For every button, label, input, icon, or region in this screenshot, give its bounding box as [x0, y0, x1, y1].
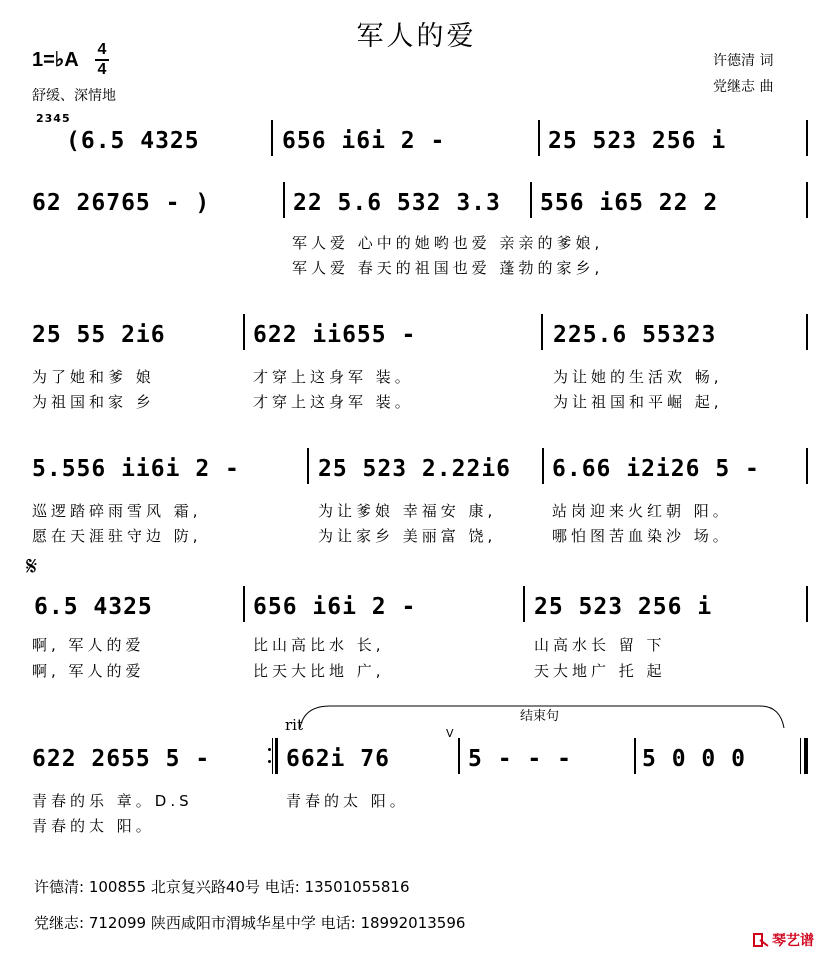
final-barline-thick [804, 738, 808, 774]
system-5-lyric-verse-1-a: 啊, 军人的爱 [32, 636, 145, 654]
system-3-lyric-verse-1-c: 为让她的生活欢 畅, [553, 368, 723, 386]
system-3-lyric-verse-2-a: 为祖国和家 乡 [32, 393, 155, 411]
system-3-lyric-verse-1-b: 才穿上这身军 装。 [253, 368, 414, 386]
footer-contact-lyricist: 许德清: 100855 北京复兴路40号 电话: 13501055816 [34, 878, 410, 896]
barline [806, 182, 808, 218]
system-6-measure-1: 622 2655 5 - [32, 746, 211, 772]
site-logo [752, 930, 814, 950]
system-6-measure-3: 5 - - - [468, 746, 572, 772]
meter-top: 4 [97, 41, 107, 58]
barline [806, 586, 808, 622]
barline [542, 448, 544, 484]
grace-notes: 2345 [36, 112, 71, 125]
segno-sign: 𝄋 [26, 552, 38, 582]
system-6-lyric-verse-1-b: 青春的太 阳。 [286, 792, 409, 810]
system-3-lyric-verse-2-c: 为让祖国和平崛 起, [553, 393, 723, 411]
meter-bottom: 4 [97, 61, 107, 78]
page-title: 军人的爱 [356, 21, 477, 52]
lyricist-credit: 许德清 词 [713, 53, 774, 69]
composer-credit: 党继志 曲 [713, 79, 774, 95]
system-3-lyric-verse-1-a: 为了她和爹 娘 [32, 368, 155, 386]
barline [243, 314, 245, 350]
breath-mark: V [446, 727, 454, 740]
system-2-measure-2: 22 5.6 532 3.3 [293, 190, 501, 216]
barline [634, 738, 636, 774]
barline [806, 448, 808, 484]
logo-icon [752, 932, 770, 948]
system-6-lyric-verse-2-a: 青春的太 阳。 [32, 817, 155, 835]
system-2-measure-3: 556 i65 22 2 [540, 190, 719, 216]
barline [523, 586, 525, 622]
system-6-measure-4: 5 0 0 0 [642, 746, 746, 772]
time-signature [95, 42, 109, 78]
system-3-measure-2: 622 ii655 - [253, 322, 417, 348]
barline [530, 182, 532, 218]
barline [538, 120, 540, 156]
system-1-measure-1: (6.5 4325 [66, 128, 200, 154]
logo-text: 琴艺谱 [772, 933, 814, 949]
system-3-measure-1: 25 55 2i6 [32, 322, 166, 348]
barline [458, 738, 460, 774]
repeat-barline [268, 738, 278, 774]
system-4-lyric-verse-1-c: 站岗迎来火红朝 阳。 [552, 502, 732, 520]
barline [806, 120, 808, 156]
system-4-lyric-verse-2-a: 愿在天涯驻守边 防, [32, 527, 202, 545]
barline [806, 314, 808, 350]
system-2-lyric-verse-2: 军人爱 春天的祖国也爱 蓬勃的家乡, [292, 259, 604, 277]
system-5-lyric-verse-2-c: 天大地广 托 起 [534, 662, 666, 680]
system-5-lyric-verse-2-b: 比天大比地 广, [253, 662, 385, 680]
system-4-lyric-verse-1-b: 为让爹娘 幸福安 康, [318, 502, 497, 520]
barline [283, 182, 285, 218]
system-4-measure-3: 6.66 i2i26 5 - [552, 456, 760, 482]
final-barline-thin [800, 738, 801, 774]
system-4-measure-1: 5.556 ii6i 2 - [32, 456, 240, 482]
system-5-lyric-verse-1-b: 比山高比水 长, [253, 636, 385, 654]
system-4-lyric-verse-1-a: 巡逻踏碎雨雪风 霜, [32, 502, 202, 520]
system-4-lyric-verse-2-b: 为让家乡 美丽富 饶, [318, 527, 497, 545]
system-5-lyric-verse-2-a: 啊, 军人的爱 [32, 662, 145, 680]
system-1-measure-3: 25 523 256 i [548, 128, 727, 154]
system-2-lyric-verse-1: 军人爱 心中的她哟也爱 亲亲的爹娘, [292, 234, 604, 252]
footer-contact-composer: 党继志: 712099 陕西咸阳市渭城华星中学 电话: 18992013596 [34, 914, 466, 932]
system-2-measure-1: 62 26765 - ) [32, 190, 211, 216]
system-4-measure-2: 25 523 2.22i6 [318, 456, 512, 482]
barline [541, 314, 543, 350]
system-3-lyric-verse-2-b: 才穿上这身军 装。 [253, 393, 414, 411]
system-6-lyric-verse-1-a: 青春的乐 章。D.S [32, 792, 193, 810]
system-3-measure-3: 225.6 55323 [553, 322, 717, 348]
rit-marking: rit [285, 716, 303, 734]
system-1-measure-2: 656 i6i 2 - [282, 128, 446, 154]
system-4-lyric-verse-2-c: 哪怕图苦血染沙 场。 [552, 527, 732, 545]
barline [307, 448, 309, 484]
ending-label: 结束句 [520, 709, 560, 724]
key-signature: 1=♭A [32, 49, 79, 71]
tempo-marking: 舒缓、深情地 [32, 88, 116, 104]
system-6-measure-2: 662i 76 [286, 746, 390, 772]
barline [271, 120, 273, 156]
barline [243, 586, 245, 622]
system-5-measure-2: 656 i6i 2 - [253, 594, 417, 620]
system-5-measure-3: 25 523 256 i [534, 594, 713, 620]
system-5-lyric-verse-1-c: 山高水长 留 下 [534, 636, 666, 654]
system-5-measure-1: 6.5 4325 [34, 594, 153, 620]
